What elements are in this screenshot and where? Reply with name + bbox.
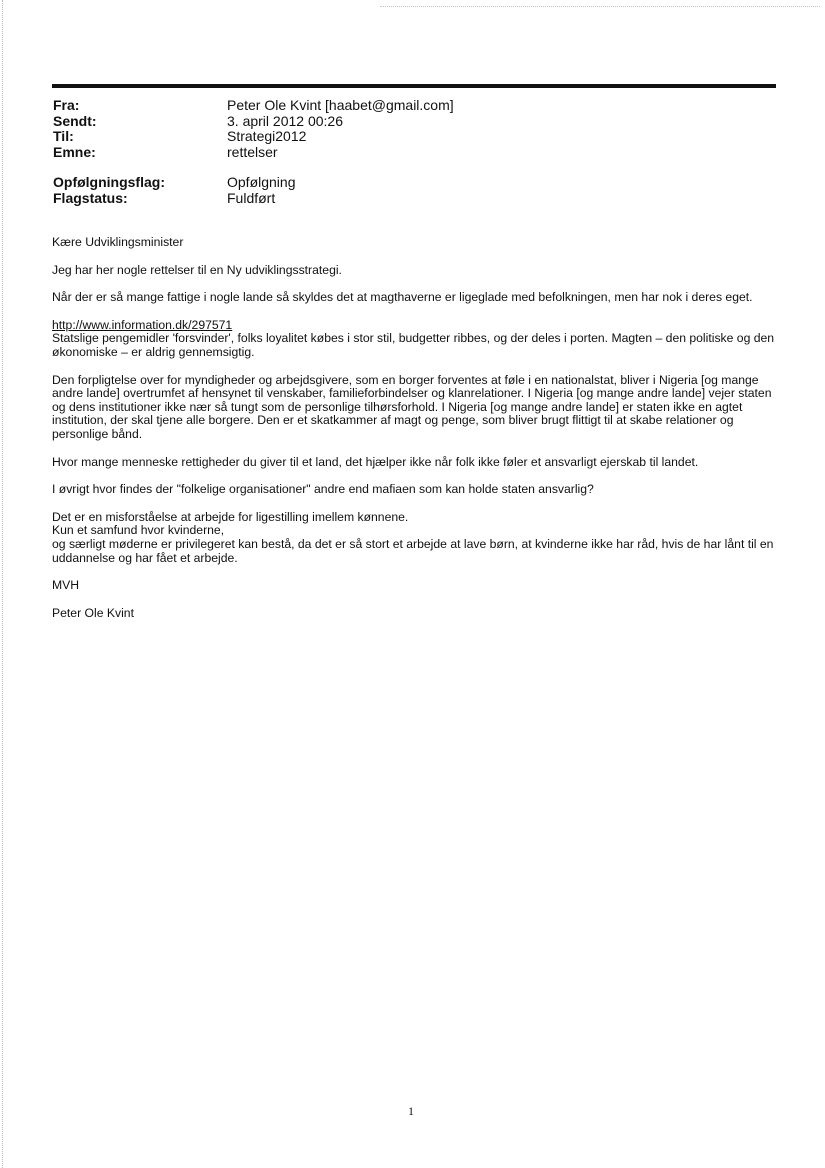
- header-row-to: [53, 129, 753, 145]
- from-label: Fra:: [53, 97, 80, 113]
- page-number: 1: [408, 1104, 414, 1118]
- sent-label: Sendt:: [53, 112, 97, 129]
- quote-text: Statslige pengemidler 'forsvinder', folks loyalitet købes i stor stil, budgetter ribbes, og der deles i porten. Magten – den politiske og den økonomiske – er aldrig gennemsigtig.: [52, 331, 775, 359]
- followup-flag-value: Opfølgning: [227, 174, 296, 190]
- equality-line-3: og særligt møderne er privilegeret kan bestå, da det er så stort et arbejde at lave børn, at kvinderne ikke har råd, hvis de har lånt til en uddannelse og har fået et arbejde.: [52, 536, 774, 565]
- paragraph-equality: [52, 511, 777, 565]
- signature: Peter Ole Kvint: [52, 605, 134, 620]
- header-row-subject: [53, 145, 753, 161]
- subject-label: Emne:: [53, 143, 96, 160]
- closing: MVH: [52, 578, 80, 593]
- scan-edge-top: [380, 6, 820, 8]
- flag-status-label: Flagstatus:: [53, 189, 128, 206]
- article-link[interactable]: http://www.information.dk/297571: [52, 317, 233, 332]
- equality-line-1: Det er en misforståelse at arbejde for ligestilling imellem kønnene.: [52, 509, 409, 524]
- header-row-sent: [53, 114, 753, 130]
- header-row-followup-flag: [53, 175, 753, 191]
- paragraph-intro: Jeg har her nogle rettelser til en Ny udviklingsstrategi.: [52, 262, 342, 277]
- from-value: Peter Ole Kvint [haabet@gmail.com]: [227, 97, 454, 113]
- greeting: Kære Udviklingsminister: [52, 235, 184, 249]
- paragraph-nigeria: Den forpligtelse over for myndigheder og arbejdsgivere, som en borger forventes at føle i en nationalstat, bliver i Nigeria [og mange andre lande] overtrumfet af hensynet til venskaber, familieforbindelser og klanrelationer. I Nigeria [og mange andre lande] vejer staten og dens institutioner ikke nær så tungt som de personlige tilhørsforhold. I Nigeria [og mange andre lande] er staten ikke en agtet institution, der skal tjene alle borgere. Den er et skatkammer af magt og penge, som bliver brugt flittigt til at skabe relationer og personlige bånd.: [52, 372, 772, 441]
- header-row-flag-status: [53, 191, 753, 207]
- equality-line-2: Kun et samfund hvor kvinderne,: [52, 523, 225, 538]
- header-row-from: [53, 98, 753, 114]
- scan-edge-left: [2, 0, 4, 1168]
- paragraph-organisations: I øvrigt hvor findes der "folkelige organisationer" andre end mafiaen som kan holde staten ansvarlig?: [52, 482, 594, 497]
- email-body: [52, 236, 777, 634]
- to-label: Til:: [53, 128, 74, 144]
- flag-status-value: Fuldført: [227, 189, 276, 206]
- sent-value: 3. april 2012 00:26: [227, 112, 343, 129]
- paragraph-poverty: Når der er så mange fattige i nogle lande så skyldes det at magthaverne er ligeglade med befolkningen, men har nok i deres eget.: [52, 290, 753, 305]
- followup-flag-label: Opfølgningsflag:: [53, 174, 165, 190]
- to-value: Strategi2012: [227, 128, 307, 144]
- paragraph-rights: Hvor mange menneske rettigheder du giver til et land, det hjælper ikke når folk ikke føler et ansvarligt ejerskab til landet.: [52, 454, 699, 469]
- header-rule: [52, 84, 776, 88]
- paragraph-quote: [52, 319, 777, 360]
- subject-value: rettelser: [227, 143, 278, 160]
- email-header: [53, 98, 753, 206]
